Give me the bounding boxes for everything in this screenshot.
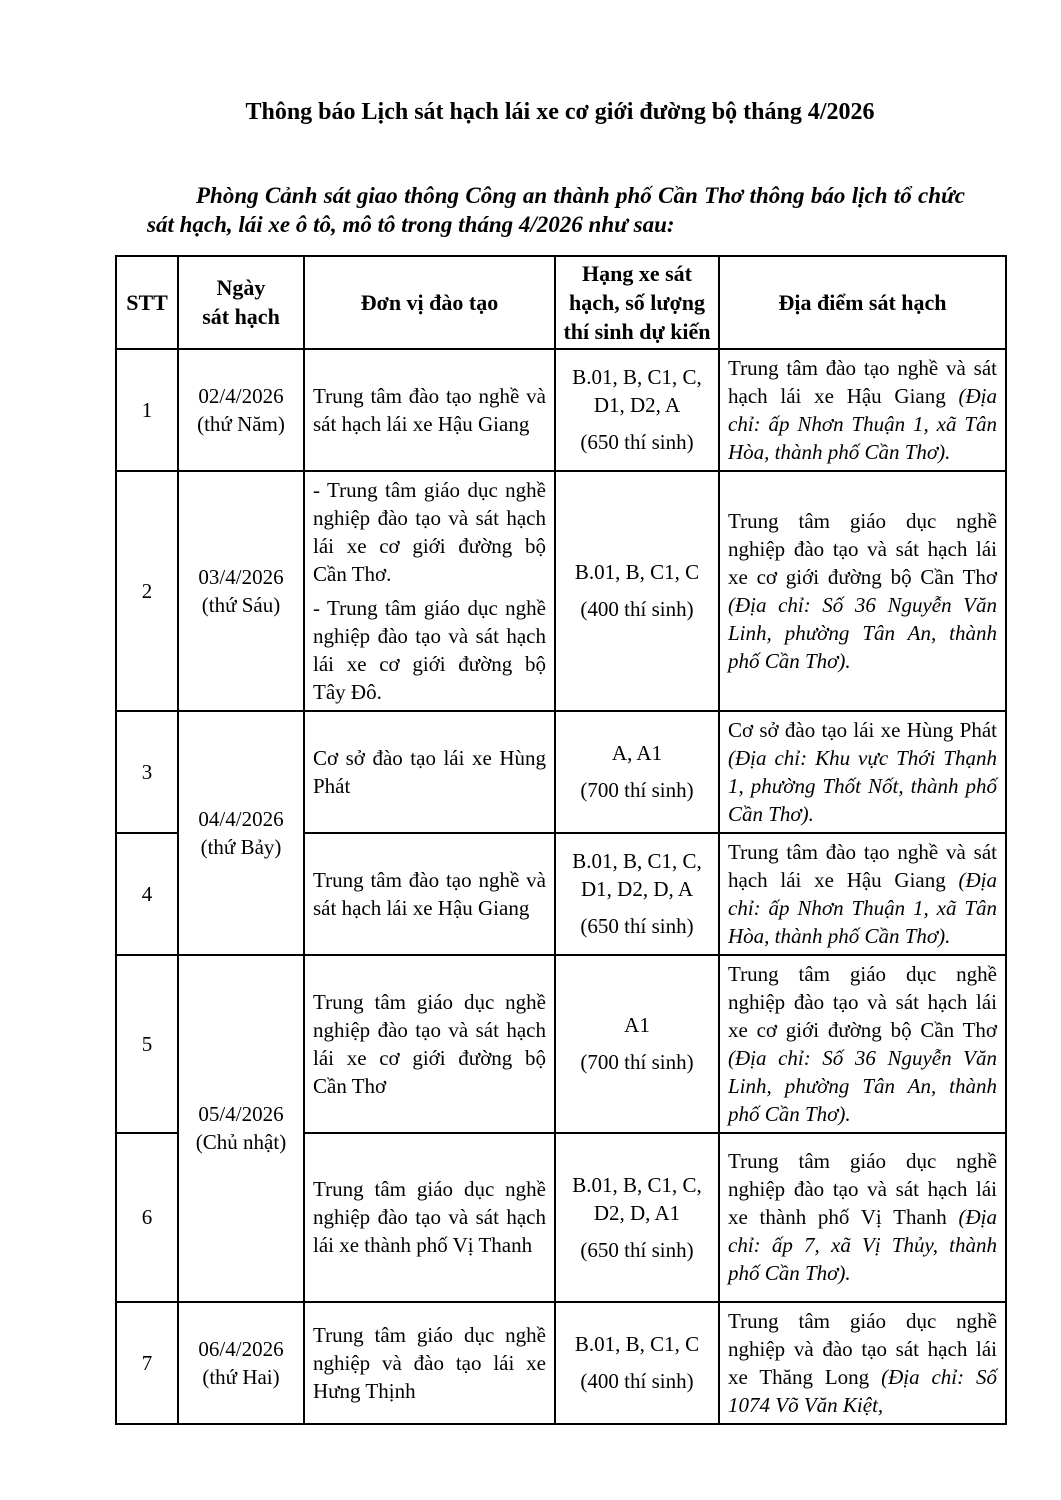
date-cell — [178, 1302, 304, 1424]
stt-cell: 2 — [116, 471, 178, 711]
weekday-text: (thứ Năm) — [197, 411, 285, 436]
date-cell — [178, 349, 304, 471]
classes-text: A, A1 — [611, 741, 663, 766]
location-address: (Địa chỉ: Khu vực Thới Thạnh 1, phường Thốt Nốt, thành phố Cần Thơ). — [728, 745, 997, 826]
unit-name: Trung tâm giáo dục nghề nghiệp và đào tạo lái xe Hưng Thịnh — [313, 1322, 546, 1403]
location-cell — [719, 471, 1006, 711]
unit-name: - Trung tâm giáo dục nghề nghiệp đào tạo và sát hạch lái xe cơ giới đường bộ Cần Thơ. — [313, 477, 546, 586]
unit-cell — [304, 833, 555, 955]
date-cell-merged — [178, 711, 304, 955]
classes-cell — [555, 471, 719, 711]
stt-cell: 1 — [116, 349, 178, 471]
classes-text: B.01, B, C1, C — [574, 1332, 700, 1357]
weekday-text: (thứ Sáu) — [201, 592, 281, 617]
stt-cell: 6 — [116, 1133, 178, 1302]
date-text: 03/4/2026 — [198, 564, 284, 589]
unit-cell — [304, 349, 555, 471]
location-address: (Địa chỉ: Số 36 Nguyễn Văn Linh, phường Tân An, thành phố Cần Thơ). — [728, 1045, 997, 1126]
col-header-stt: STT — [116, 256, 178, 349]
date-text: 04/4/2026 — [198, 806, 284, 831]
location-cell — [719, 349, 1006, 471]
classes-cell — [555, 711, 719, 833]
classes-text: B.01, B, C1, C, D1, D2, D, A — [572, 849, 702, 902]
classes-text: B.01, B, C1, C, D2, D, A1 — [572, 1172, 702, 1225]
unit-name: Trung tâm giáo dục nghề nghiệp đào tạo và sát hạch lái xe cơ giới đường bộ Cần Thơ — [313, 989, 546, 1098]
candidate-count: (400 thí sinh) — [580, 1369, 694, 1394]
unit-name: Cơ sở đào tạo lái xe Hùng Phát — [313, 745, 546, 798]
unit-cell — [304, 1133, 555, 1302]
unit-cell — [304, 471, 555, 711]
stt-cell: 3 — [116, 711, 178, 833]
schedule-table — [115, 255, 1007, 1425]
col-header-date-line2: sát hạch — [202, 304, 280, 330]
location-address: (Địa chỉ: Số 1074 Võ Văn Kiệt, — [728, 1364, 997, 1417]
date-text: 02/4/2026 — [198, 383, 284, 408]
table-row-3 — [116, 711, 1006, 833]
location-cell — [719, 1302, 1006, 1424]
candidate-count: (700 thí sinh) — [580, 778, 694, 803]
unit-cell — [304, 1302, 555, 1424]
table-row-7 — [116, 1302, 1006, 1424]
classes-cell — [555, 833, 719, 955]
location-cell — [719, 711, 1006, 833]
location-cell — [719, 833, 1006, 955]
candidate-count: (400 thí sinh) — [580, 597, 694, 622]
weekday-text: (Chủ nhật) — [195, 1130, 287, 1155]
stt-cell: 7 — [116, 1302, 178, 1424]
location-name: Trung tâm giáo dục nghề nghiệp đào tạo và sát hạch lái xe cơ giới đường bộ Cần Thơ — [728, 961, 997, 1042]
location-address: (Địa chỉ: Số 36 Nguyễn Văn Linh, phường Tân An, thành phố Cần Thơ). — [728, 592, 997, 673]
intro-paragraph: Phòng Cảnh sát giao thông Công an thành phố Cần Thơ thông báo lịch tổ chức sát hạch, lái xe ô tô, mô tô trong tháng 4/2026 như sau: — [147, 182, 965, 237]
candidate-count: (650 thí sinh) — [580, 1237, 694, 1262]
unit-name: Trung tâm giáo dục nghề nghiệp đào tạo và sát hạch lái xe thành phố Vị Thanh — [313, 1177, 546, 1258]
location-name: Trung tâm đào tạo nghề và sát hạch lái xe Hậu Giang — [728, 355, 997, 408]
location-address: (Địa chỉ: ấp 7, xã Vị Thủy, thành phố Cần Thơ). — [728, 1205, 997, 1286]
classes-cell — [555, 1302, 719, 1424]
candidate-count: (650 thí sinh) — [580, 430, 694, 455]
col-header-location: Địa điểm sát hạch — [719, 256, 1006, 349]
unit-name: - Trung tâm giáo dục nghề nghiệp đào tạo và sát hạch lái xe cơ giới đường bộ Tây Đô. — [313, 595, 546, 704]
location-name: Trung tâm giáo dục nghề nghiệp đào tạo và sát hạch lái xe cơ giới đường bộ Cần Thơ — [728, 508, 997, 589]
col-header-classes: Hạng xe sát hạch, số lượng thí sinh dự kiến — [555, 256, 719, 349]
unit-name: Trung tâm đào tạo nghề và sát hạch lái xe Hậu Giang — [313, 867, 546, 920]
col-header-unit: Đơn vị đào tạo — [304, 256, 555, 349]
classes-text: B.01, B, C1, C, D1, D2, A — [572, 365, 702, 418]
weekday-text: (thứ Bảy) — [200, 834, 282, 859]
table-row-2 — [116, 471, 1006, 711]
location-address: (Địa chỉ: ấp Nhơn Thuận 1, xã Tân Hòa, thành phố Cần Thơ). — [728, 867, 997, 948]
stt-cell: 5 — [116, 955, 178, 1133]
stt-cell: 4 — [116, 833, 178, 955]
date-text: 05/4/2026 — [198, 1102, 284, 1127]
page-title: Thông báo Lịch sát hạch lái xe cơ giới đường bộ tháng 4/2026 — [245, 99, 875, 125]
unit-cell — [304, 955, 555, 1133]
unit-cell — [304, 711, 555, 833]
location-name: Trung tâm đào tạo nghề và sát hạch lái xe Hậu Giang — [728, 839, 997, 892]
location-cell — [719, 955, 1006, 1133]
date-cell-merged — [178, 955, 304, 1302]
location-address: (Địa chỉ: ấp Nhơn Thuận 1, xã Tân Hòa, thành phố Cần Thơ). — [728, 383, 997, 464]
date-cell — [178, 471, 304, 711]
candidate-count: (700 thí sinh) — [580, 1050, 694, 1075]
table-row-5 — [116, 955, 1006, 1133]
col-header-date — [178, 256, 304, 349]
classes-cell — [555, 955, 719, 1133]
location-name: Trung tâm giáo dục nghề nghiệp và đào tạo sát hạch lái xe Thăng Long — [728, 1308, 997, 1389]
weekday-text: (thứ Hai) — [202, 1364, 280, 1389]
unit-name: Trung tâm đào tạo nghề và sát hạch lái xe Hậu Giang — [313, 383, 546, 436]
col-header-date-line1: Ngày — [216, 275, 266, 301]
classes-cell — [555, 349, 719, 471]
table-row-1 — [116, 349, 1006, 471]
candidate-count: (650 thí sinh) — [580, 914, 694, 939]
location-name: Cơ sở đào tạo lái xe Hùng Phát — [728, 717, 997, 742]
classes-cell — [555, 1133, 719, 1302]
date-text: 06/4/2026 — [198, 1336, 284, 1361]
classes-text: A1 — [624, 1013, 650, 1038]
location-name: Trung tâm giáo dục nghề nghiệp đào tạo và sát hạch lái xe thành phố Vị Thanh — [728, 1149, 997, 1230]
classes-text: B.01, B, C1, C — [574, 560, 700, 585]
location-cell — [719, 1133, 1006, 1302]
header-row — [116, 256, 1006, 349]
